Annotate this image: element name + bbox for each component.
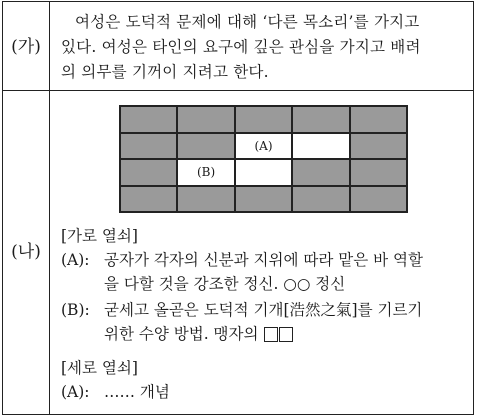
grid-cell-shaded <box>350 106 407 133</box>
passage-ga <box>61 10 469 85</box>
across-b-clue-text: 위한 수양 방법. 맹자의 <box>104 325 259 343</box>
down-a-key: (A): <box>61 383 90 401</box>
across-a-key: (A): <box>61 251 90 269</box>
grid-cell-shaded <box>292 106 349 133</box>
crossword-grid <box>119 105 408 213</box>
grid-cell-shaded <box>292 186 349 213</box>
grid-cell-shaded <box>177 186 234 213</box>
grid-cell-shaded <box>120 186 177 213</box>
row-divider <box>3 90 473 91</box>
across-clues-title: [가로 열쇠] <box>61 227 138 245</box>
grid-cell-shaded <box>235 186 292 213</box>
passage-line: 있다. 여성은 타인의 요구에 깊은 관심을 가지고 배려 <box>61 38 421 56</box>
grid-cell-blank <box>292 133 349 160</box>
across-b-clue-line2 <box>104 322 293 347</box>
down-a-clue: …… 개념 <box>104 383 170 401</box>
column-divider <box>49 2 50 414</box>
passage-line: 여성은 도덕적 문제에 대해 ‘다른 목소리’를 가지고 <box>75 13 420 31</box>
across-a-clue-line: 을 다할 것을 강조한 정신. ○○ 정신 <box>104 275 346 293</box>
grid-cell-shaded <box>235 106 292 133</box>
content-table <box>2 1 474 415</box>
row-label-ga: (가) <box>11 37 41 57</box>
grid-cell-shaded <box>177 133 234 160</box>
across-b-key: (B): <box>61 301 90 319</box>
grid-cell-shaded <box>292 159 349 186</box>
grid-cell-blank <box>235 159 292 186</box>
grid-cell-shaded <box>177 106 234 133</box>
across-a-clue-line: 공자가 각자의 신분과 지위에 따라 맡은 바 역할 <box>104 251 423 269</box>
blank-box <box>279 327 293 342</box>
grid-cell-shaded <box>120 106 177 133</box>
passage-line: 의 의무를 기꺼이 지려고 한다. <box>61 63 269 81</box>
row-label-na: (나) <box>11 242 41 262</box>
grid-cell-shaded <box>350 133 407 160</box>
grid-cell-shaded <box>350 186 407 213</box>
across-b-clue-line: 굳세고 올곧은 도덕적 기개[浩然之氣]를 기르기 <box>104 301 423 319</box>
blank-box <box>264 327 278 342</box>
grid-cell-shaded <box>120 159 177 186</box>
answer-blank-boxes <box>263 323 293 347</box>
down-clues-title: [세로 열쇠] <box>61 359 138 377</box>
grid-cell-a: (A) <box>235 133 292 160</box>
grid-cell-shaded <box>350 159 407 186</box>
grid-cell-b: (B) <box>177 159 234 186</box>
grid-cell-shaded <box>120 133 177 160</box>
